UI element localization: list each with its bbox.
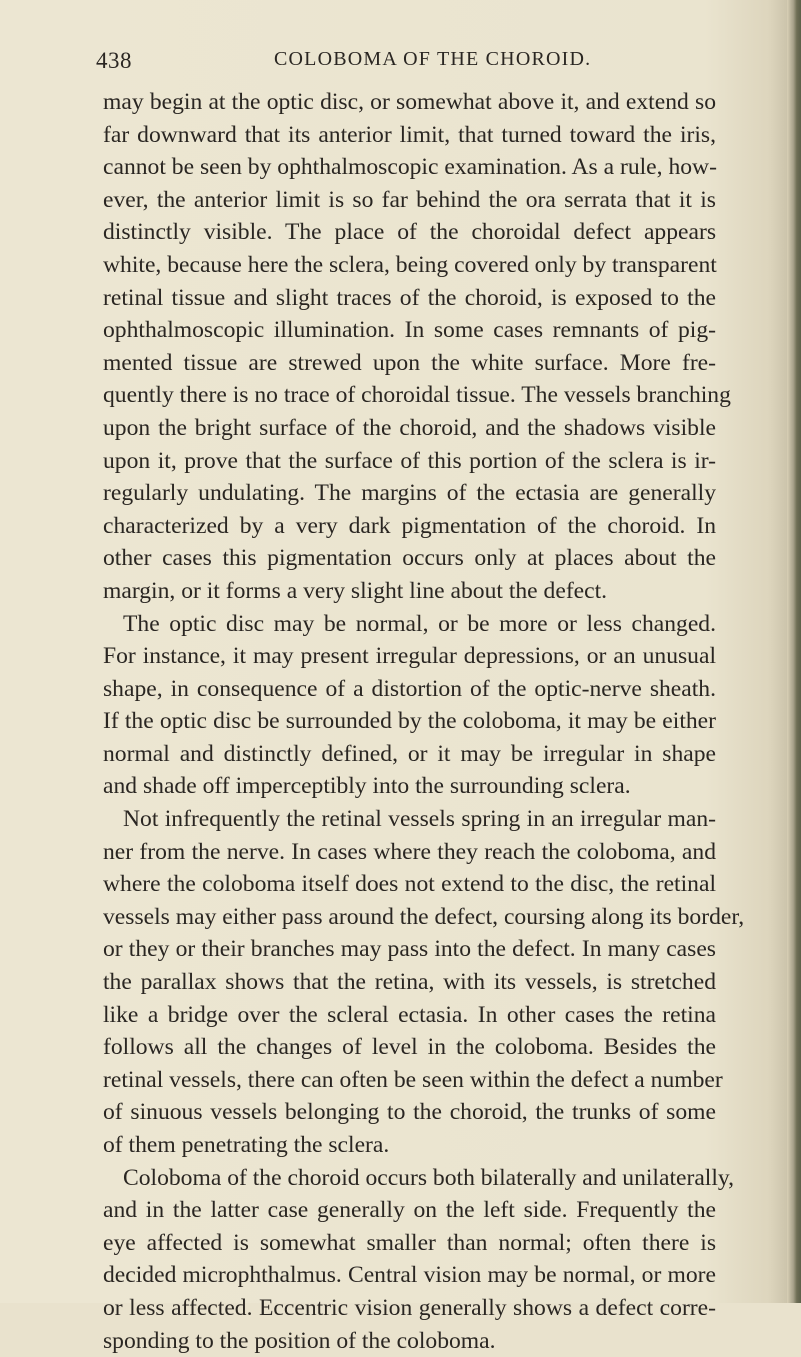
text-line: margin, or it forms a very slight line about the defect. (103, 577, 608, 604)
text-line: or less affected. Eccentric vision generally shows a defect corre- (103, 1294, 716, 1321)
text-line: retinal vessels, there can often be seen within the defect a number (103, 1066, 723, 1093)
text-line: For instance, it may present irregular depressions, or an unusual (103, 643, 716, 670)
text-line: regularly undulating. The margins of the ectasia are generally (103, 480, 716, 507)
text-line: mented tissue are strewed upon the white surface. More fre- (103, 349, 716, 376)
text-line: cannot be seen by ophthalmoscopic examination. As a rule, how- (103, 154, 717, 181)
text-line: ner from the nerve. In cases where they reach the coloboma, and (103, 838, 716, 865)
text-line: follows all the changes of level in the coloboma. Besides the (103, 1034, 716, 1061)
text-line: may begin at the optic disc, or somewhat above it, and extend so (103, 89, 716, 115)
text-line: quently there is no trace of choroidal tissue. The vessels branching (103, 382, 731, 409)
text-line: vessels may either pass around the defect, coursing along its border, (103, 903, 745, 930)
text-line: upon it, prove that the surface of this portion of the sclera is ir- (103, 447, 716, 474)
text-line: where the coloboma itself does not extend to the disc, the retinal (103, 871, 716, 898)
text-line: Not infrequently the retinal vessels spring in an irregular man- (123, 806, 716, 833)
running-head: COLOBOMA OF THE CHOROID. (274, 48, 592, 70)
body-text (103, 86, 745, 1357)
text-line: shape, in consequence of a distortion of the optic-nerve sheath. (103, 675, 716, 702)
text-line: of them penetrating the sclera. (103, 1132, 390, 1158)
text-line: eye affected is somewhat smaller than normal; often there is (103, 1229, 716, 1256)
text-line: distinctly visible. The place of the choroidal defect appears (103, 219, 716, 246)
text-line: and in the latter case generally on the left side. Frequently the (103, 1197, 716, 1224)
text-line: retinal tissue and slight traces of the choroid, is exposed to the (103, 284, 716, 311)
page-edge-shadow (787, 0, 801, 1303)
text-line: ophthalmoscopic illumination. In some cases remnants of pig- (103, 317, 716, 344)
text-line: Coloboma of the choroid occurs both bilaterally and unilaterally, (123, 1164, 735, 1191)
text-line: decided microphthalmus. Central vision may be normal, or more (103, 1262, 716, 1289)
text-line: The optic disc may be normal, or be more or less changed. (123, 610, 716, 637)
text-line: of sinuous vessels belonging to the choroid, the trunks of some (103, 1099, 716, 1126)
text-line: or they or their branches may pass into the defect. In many cases (103, 936, 716, 963)
page-number: 438 (96, 48, 132, 73)
text-line: sponding to the position of the coloboma. (103, 1327, 496, 1354)
text-line: normal and distinctly defined, or it may be irregular in shape (103, 740, 716, 767)
text-line: If the optic disc be surrounded by the coloboma, it may be either (103, 708, 716, 735)
text-line: upon the bright surface of the choroid, and the shadows visible (103, 414, 716, 441)
text-line: and shade off imperceptibly into the surrounding sclera. (103, 773, 631, 800)
text-line: like a bridge over the scleral ectasia. In other cases the retina (103, 1001, 716, 1028)
text-line: other cases this pigmentation occurs only at places about the (103, 545, 716, 572)
text-line: the parallax shows that the retina, with its vessels, is stretched (103, 969, 716, 996)
text-line: white, because here the sclera, being covered only by transparent (103, 251, 717, 278)
text-line: far downward that its anterior limit, that turned toward the iris, (103, 121, 716, 148)
text-line: characterized by a very dark pigmentation of the choroid. In (103, 512, 716, 539)
text-line: ever, the anterior limit is so far behind the ora serrata that it is (103, 186, 716, 213)
page-header (96, 48, 736, 80)
